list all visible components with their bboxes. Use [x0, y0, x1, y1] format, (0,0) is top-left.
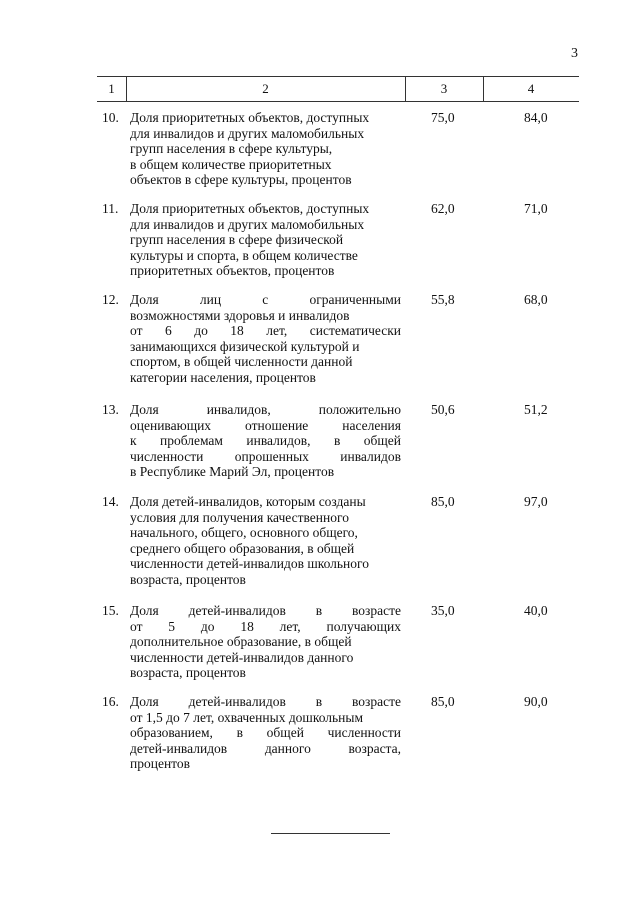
description-line: возраста, процентов: [130, 571, 246, 587]
row-value-col3: 35,0: [431, 603, 455, 618]
row-description: [130, 201, 401, 279]
description-line: от 1,5 до 7 лет, охваченных дошкольным: [130, 709, 364, 725]
description-line: Доля лиц с ограниченными: [130, 292, 401, 307]
row-description: [130, 603, 401, 681]
description-line: возраста, процентов: [130, 665, 246, 680]
row-number: 12.: [102, 292, 119, 307]
row-value-col3: 55,8: [431, 292, 455, 307]
row-value-col3: 75,0: [431, 110, 455, 125]
header-col-2: 2: [262, 81, 269, 96]
description-line: для инвалидов и других маломобильных: [130, 216, 365, 232]
row-number: 15.: [102, 603, 119, 618]
header-col-3: 3: [440, 81, 448, 96]
indicators-table: [97, 76, 579, 771]
row-value-col3: 85,0: [431, 494, 455, 509]
footer-divider-line: [271, 833, 390, 834]
description-line: Доля детей-инвалидов в возрасте: [130, 694, 401, 709]
header-divider: [483, 77, 484, 101]
description-line: численности опрошенных инвалидов: [130, 448, 401, 464]
header-col-4: 4: [527, 81, 535, 96]
row-number: 11.: [102, 201, 119, 216]
description-line: от 6 до 18 лет, систематически: [130, 323, 401, 338]
description-line: в общем количестве приоритетных: [130, 156, 332, 172]
description-line: культуры и спорта, в общем количестве: [130, 247, 358, 263]
row-number: 10.: [102, 110, 119, 125]
description-line: спортом, в общей численности данной: [130, 354, 353, 369]
row-description: [130, 402, 401, 480]
header-divider: [126, 77, 127, 101]
description-line: групп населения в сфере физической: [130, 232, 344, 247]
description-line: Доля инвалидов, положительно: [130, 402, 401, 417]
description-line: к проблемам инвалидов, в общей: [130, 433, 401, 448]
header-divider: [405, 77, 406, 101]
row-number: 13.: [102, 402, 119, 417]
description-line: оценивающих отношение населения: [130, 417, 401, 433]
row-value-col3: 50,6: [431, 402, 455, 417]
row-description: [130, 494, 401, 587]
row-number: 14.: [102, 494, 119, 509]
description-line: среднего общего образования, в общей: [130, 540, 355, 556]
row-value-col4: 90,0: [524, 694, 548, 709]
description-line: групп населения в сфере культуры,: [130, 141, 333, 156]
row-value-col4: 40,0: [524, 603, 548, 618]
description-line: Доля приоритетных объектов, доступных: [130, 201, 370, 216]
row-value-col3: 62,0: [431, 201, 455, 216]
row-value-col4: 84,0: [524, 110, 548, 125]
description-line: занимающихся физической культурой и: [130, 338, 360, 354]
row-value-col4: 71,0: [524, 201, 548, 216]
row-description: [130, 694, 401, 772]
row-value-col4: 51,2: [524, 402, 548, 417]
description-line: образованием, в общей численности: [130, 725, 401, 740]
description-line: для инвалидов и других маломобильных: [130, 125, 365, 141]
row-number: 16.: [102, 694, 119, 709]
description-line: численности детей-инвалидов школьного: [130, 556, 369, 571]
description-line: детей-инвалидов данного возраста,: [130, 740, 401, 756]
description-line: Доля детей-инвалидов, которым созданы: [130, 494, 366, 509]
table-header-row: [97, 76, 579, 102]
description-line: начального, общего, основного общего,: [130, 525, 358, 540]
header-col-1: 1: [108, 81, 115, 96]
description-line: в Республике Марий Эл, процентов: [130, 464, 335, 479]
description-line: дополнительное образование, в общей: [130, 634, 352, 649]
row-value-col3: 85,0: [431, 694, 455, 709]
row-description: [130, 110, 401, 188]
description-line: численности детей-инвалидов данного: [130, 649, 354, 665]
description-line: категории населения, процентов: [130, 369, 316, 385]
description-line: от 5 до 18 лет, получающих: [130, 618, 401, 634]
description-line: условия для получения качественного: [130, 509, 349, 525]
row-description: [130, 292, 401, 385]
row-value-col4: 68,0: [524, 292, 548, 307]
description-line: Доля приоритетных объектов, доступных: [130, 110, 370, 125]
description-line: возможностями здоровья и инвалидов: [130, 307, 350, 323]
description-line: приоритетных объектов, процентов: [130, 263, 335, 278]
description-line: объектов в сфере культуры, процентов: [130, 172, 352, 187]
description-line: процентов: [130, 756, 191, 771]
description-line: Доля детей-инвалидов в возрасте: [130, 603, 401, 618]
page-number: 3: [571, 46, 578, 61]
row-value-col4: 97,0: [524, 494, 548, 509]
